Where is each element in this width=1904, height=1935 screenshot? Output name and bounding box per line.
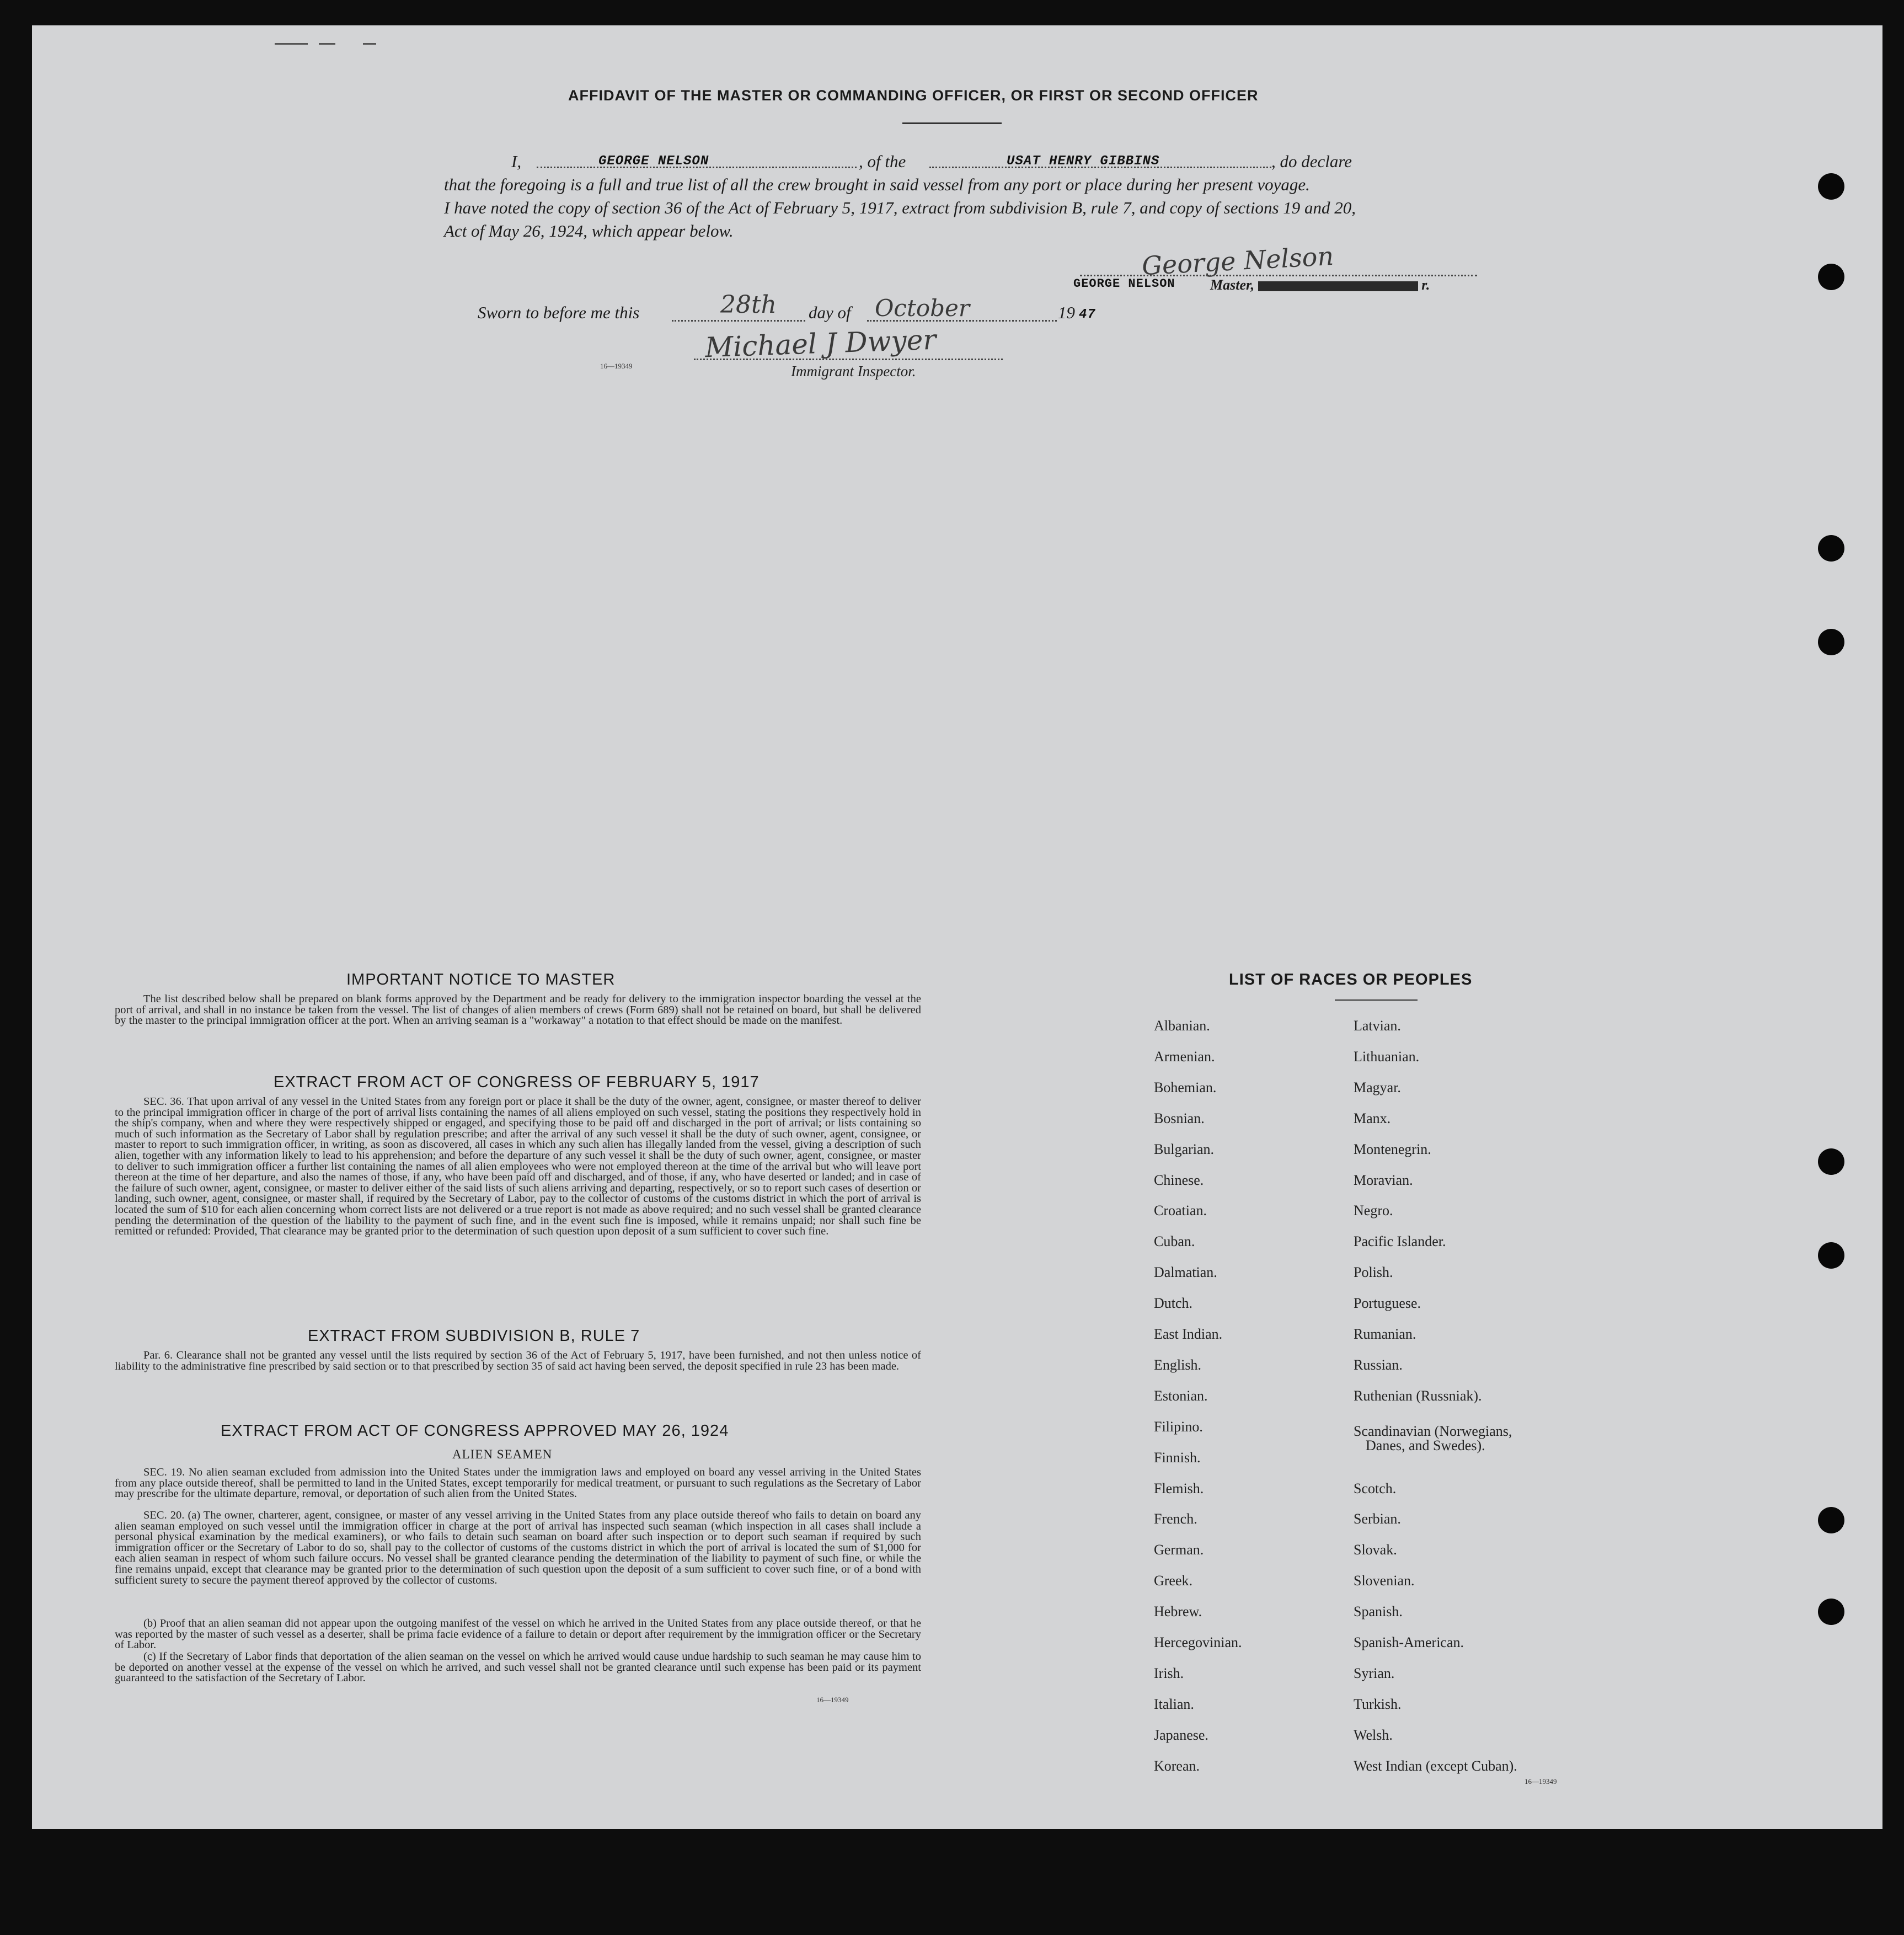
title-rule bbox=[902, 122, 1002, 124]
subdivision-body: Par. 6. Clearance shall not be granted any vessel until the lists required by section 36 of the Act of February 5, 1917, have been furnished, and not then unless notice of liability to the administrative fine prescribed by said section or to that prescribed by section 35 of said act having been served, the deposit specified in rule 23 has been made. bbox=[115, 1349, 921, 1372]
day-of-label: day of bbox=[809, 303, 851, 322]
race-item: Turkish. bbox=[1354, 1696, 1402, 1712]
edge-scuff-1 bbox=[275, 43, 308, 45]
edge-scuff-3 bbox=[363, 43, 376, 45]
race-item: Syrian. bbox=[1354, 1665, 1395, 1681]
race-item: Dutch. bbox=[1154, 1295, 1193, 1312]
races-rule bbox=[1335, 999, 1418, 1001]
race-item: Filipino. bbox=[1154, 1418, 1203, 1435]
race-item: Manx. bbox=[1354, 1110, 1391, 1126]
race-item: Rumanian. bbox=[1354, 1326, 1416, 1342]
i-label: I, bbox=[511, 152, 522, 171]
signer-title-end: r. bbox=[1421, 277, 1430, 293]
notice-body: The list described below shall be prepared on blank forms approved by the Department and be ready for delivery to the immigration inspector boarding the vessel at the port of arrival, and shall in no instance be taken from the vessel. The list of changes of alien members of crews (Form 689) shall not be retained on board, but shall be delivered by the master to the principal immigration officer at the port. When an arriving seaman is a "workaway" a notation to that effect should be made on the manifest. bbox=[115, 993, 921, 1027]
signer-title-text: Master, bbox=[1210, 277, 1255, 293]
race-item: Chinese. bbox=[1154, 1172, 1204, 1188]
race-item: Slovak. bbox=[1354, 1542, 1397, 1558]
punch-hole bbox=[1818, 1148, 1844, 1175]
race-item: Montenegrin. bbox=[1354, 1141, 1431, 1157]
extract-1924-title: EXTRACT FROM ACT OF CONGRESS APPROVED MAY 26, 1924 bbox=[221, 1422, 729, 1440]
race-item: East Indian. bbox=[1154, 1326, 1223, 1342]
extract-1917-title: EXTRACT FROM ACT OF CONGRESS OF FEBRUARY 5, 1917 bbox=[274, 1073, 760, 1091]
punch-hole bbox=[1818, 1507, 1844, 1533]
sec-19: SEC. 19. No alien seaman excluded from admission into the United States under the immigration laws and employed on board any vessel arriving in the United States from any place outside thereof, shall be permitted to land in the United States, except temporarily for medical treatment, or pursuant to such regulations as the Secretary of Labor may prescribe for the ultimate departure, removal, or deportation of such alien from the United States. bbox=[115, 1466, 921, 1500]
sworn-label: Sworn to before me this bbox=[478, 303, 640, 322]
affidavit-line-2: that the foregoing is a full and true list of all the crew brought in said vessel from any port or place during her present voyage. bbox=[444, 175, 1310, 194]
affidavit-declaration bbox=[444, 150, 1503, 243]
alien-seamen-subtitle: ALIEN SEAMEN bbox=[452, 1447, 553, 1461]
struck-out-text bbox=[1258, 281, 1418, 291]
notice-title: IMPORTANT NOTICE TO MASTER bbox=[346, 971, 616, 988]
race-item: West Indian (except Cuban). bbox=[1354, 1757, 1517, 1774]
race-item: French. bbox=[1154, 1511, 1197, 1527]
day-line bbox=[672, 320, 805, 322]
form-number-right: 16—19349 bbox=[1525, 1777, 1557, 1786]
race-item: Finnish. bbox=[1154, 1449, 1201, 1466]
sworn-month: October bbox=[875, 295, 970, 322]
race-item: Polish. bbox=[1354, 1264, 1393, 1281]
race-item: Lithuanian. bbox=[1354, 1048, 1420, 1065]
race-item: Spanish. bbox=[1354, 1603, 1403, 1620]
race-item: Welsh. bbox=[1354, 1726, 1393, 1743]
document-page bbox=[32, 25, 1882, 1829]
race-item-scandinavian-cont: Danes, and Swedes). bbox=[1366, 1437, 1485, 1453]
race-item: Dalmatian. bbox=[1154, 1264, 1217, 1281]
form-number-left: 16—19349 bbox=[816, 1696, 849, 1704]
race-item: Scandinavian (Norwegians, bbox=[1354, 1423, 1512, 1439]
signer-typed-name: GEORGE NELSON bbox=[1073, 277, 1175, 291]
master-signature: George Nelson bbox=[1141, 240, 1335, 281]
race-item: Pacific Islander. bbox=[1354, 1233, 1446, 1250]
officer-name: GEORGE NELSON bbox=[598, 154, 709, 169]
race-item: Hercegovinian. bbox=[1154, 1634, 1242, 1650]
affidavit-title: AFFIDAVIT OF THE MASTER OR COMMANDING OFFICER, OR FIRST OR SECOND OFFICER bbox=[568, 87, 1259, 104]
race-item: Russian. bbox=[1354, 1356, 1403, 1373]
race-item: Albanian. bbox=[1154, 1018, 1210, 1034]
affidavit-line-4: Act of May 26, 1924, which appear below. bbox=[444, 221, 734, 240]
race-item: Moravian. bbox=[1354, 1172, 1413, 1188]
race-item: Negro. bbox=[1354, 1202, 1393, 1219]
race-item: Ruthenian (Russniak). bbox=[1354, 1387, 1482, 1404]
punch-hole bbox=[1818, 535, 1844, 562]
race-item: Cuban. bbox=[1154, 1233, 1195, 1250]
race-item: Estonian. bbox=[1154, 1387, 1208, 1404]
signer-title bbox=[1210, 274, 1430, 297]
race-item: German. bbox=[1154, 1542, 1204, 1558]
punch-hole bbox=[1818, 173, 1844, 200]
inspector-title: Immigrant Inspector. bbox=[791, 363, 916, 379]
punch-hole bbox=[1818, 264, 1844, 290]
race-item: Greek. bbox=[1154, 1573, 1193, 1589]
year-suffix: 47 bbox=[1079, 307, 1096, 322]
race-item: Flemish. bbox=[1154, 1480, 1204, 1496]
form-number-top: 16—19349 bbox=[600, 362, 633, 370]
race-item: English. bbox=[1154, 1356, 1201, 1373]
race-item: Latvian. bbox=[1354, 1018, 1401, 1034]
vessel-name: USAT HENRY GIBBINS bbox=[1007, 154, 1160, 169]
sec-20a: SEC. 20. (a) The owner, charterer, agent, consignee, or master of any vessel arriving in the United States from any place outside thereof who fails to detain on board any alien seaman employed on such vessel until the immigration officer in charge at the port of arrival has inspected such seaman (which inspection in all cases shall include a personal physical examination by the medical examiners), or who fails to detain such seaman on board after such inspection or to deport such seaman if required by such immigration officer or the Secretary of Labor to do so, shall pay to the collector of customs of the customs district in which the port of arrival is located the sum of $1,000 for each alien seaman in respect of whom such failure occurs. No vessel shall be granted clearance pending the determination of the liability to payment of such fine, or while the fine remains unpaid, except that clearance may be granted prior to the determination of such question upon the deposit of a sum sufficient to cover such fine, or of a bond with sufficient surety to secure the payment thereof approved by the collector of customs. bbox=[115, 1509, 921, 1586]
edge-scuff-2 bbox=[319, 43, 335, 45]
sworn-line bbox=[478, 291, 1305, 327]
race-item: Serbian. bbox=[1354, 1511, 1401, 1527]
races-title: LIST OF RACES OR PEOPLES bbox=[1229, 971, 1473, 988]
race-item: Bulgarian. bbox=[1154, 1141, 1215, 1157]
sec-20c: (c) If the Secretary of Labor finds that deportation of the alien seaman on the vessel on which he arrived would cause undue hardship to such seaman he may cause him to be deported on another vessel at the expense of the vessel on which he arrived, and such vessel shall not be granted clearance until such expense has been paid or its payment guaranteed to the satisfaction of the Secretary of Labor. bbox=[115, 1650, 921, 1685]
race-item: Croatian. bbox=[1154, 1202, 1207, 1219]
sworn-day: 28th bbox=[720, 291, 777, 319]
of-the-label: , of the bbox=[859, 152, 906, 171]
race-item: Japanese. bbox=[1154, 1726, 1208, 1743]
race-item: Portuguese. bbox=[1354, 1295, 1421, 1312]
sec-20b: (b) Proof that an alien seaman did not appear upon the outgoing manifest of the vessel on which he arrived in the United States from any place outside thereof, or that he was reported by the master of such vessel as a deserter, shall be prima facie evidence of a failure to detain or deport after requirement by the immigration officer or the Secretary of Labor. bbox=[115, 1617, 921, 1651]
race-item: Italian. bbox=[1154, 1696, 1194, 1712]
race-item: Scotch. bbox=[1354, 1480, 1397, 1496]
race-item: Bohemian. bbox=[1154, 1079, 1217, 1095]
year-prefix: 19 bbox=[1058, 303, 1075, 322]
extract-1917-body: SEC. 36. That upon arrival of any vessel in the United States from any foreign port or place it shall be the duty of the owner, agent, consignee, or master thereof to deliver to the principal immigration officer in charge of the port of arrival lists containing the names of all aliens employed on such vessel, stating the positions they respectively hold in the ship's company, when and where they were respectively shipped or engaged, and specifying those to be paid off and discharged in the port of arrival; or lists containing so much of such information as the Secretary of Labor shall by regulation prescribe; and after the arrival of any such vessel it shall be the duty of such owner, agent, consignee, or master to report to such immigration officer, in writing, as soon as discovered, all cases in which any such alien has illegally landed from the vessel, giving a description of such alien, together with any information likely to lead to his apprehension; and before the departure of any such vessel it shall be the duty of such owner, agent, consignee, or master to deliver to such immigration officer a further list containing the names of all alien employees who were not employed thereon at the time of the arrival but who will leave port thereon at the time of her departure, and also the names of those, if any, who have been paid off and discharged, and of those, if any, who have deserted or landed; and in case of the failure of such owner, agent, consignee, or master to deliver either of the said lists of such aliens arriving and departing, respectively, or so to report such cases of desertion or landing, such owner, agent, consignee, or master shall, if required by the Secretary of Labor, pay to the collector of customs of the customs district in which the port of arrival is located the sum of $10 for each alien concerning whom correct lists are not delivered or a true report is not made as above required; and no such vessel shall be granted clearance pending the determination of the question of the liability to the payment of such fine, and in the event such fine is imposed, while it remains unpaid; nor shall such fine be remitted or refunded: Provided, That clearance may be granted prior to the determination of such question upon deposit of a sum sufficient to cover such fine. bbox=[115, 1095, 921, 1238]
race-item: Bosnian. bbox=[1154, 1110, 1205, 1126]
punch-hole bbox=[1818, 629, 1844, 655]
punch-hole bbox=[1818, 1242, 1844, 1269]
do-declare-label: , do declare bbox=[1271, 152, 1352, 171]
race-item: Irish. bbox=[1154, 1665, 1184, 1681]
race-item: Magyar. bbox=[1354, 1079, 1401, 1095]
race-item: Armenian. bbox=[1154, 1048, 1215, 1065]
punch-hole bbox=[1818, 1599, 1844, 1625]
race-item: Spanish-American. bbox=[1354, 1634, 1464, 1650]
race-item: Slovenian. bbox=[1354, 1573, 1415, 1589]
race-item: Hebrew. bbox=[1154, 1603, 1202, 1620]
subdivision-title: EXTRACT FROM SUBDIVISION B, RULE 7 bbox=[308, 1327, 640, 1345]
inspector-signature: Michael J Dwyer bbox=[704, 323, 937, 364]
affidavit-line-3: I have noted the copy of section 36 of the Act of February 5, 1917, extract from subdivision B, rule 7, and copy of sections 19 and 20, bbox=[444, 198, 1356, 217]
race-item: Korean. bbox=[1154, 1757, 1200, 1774]
